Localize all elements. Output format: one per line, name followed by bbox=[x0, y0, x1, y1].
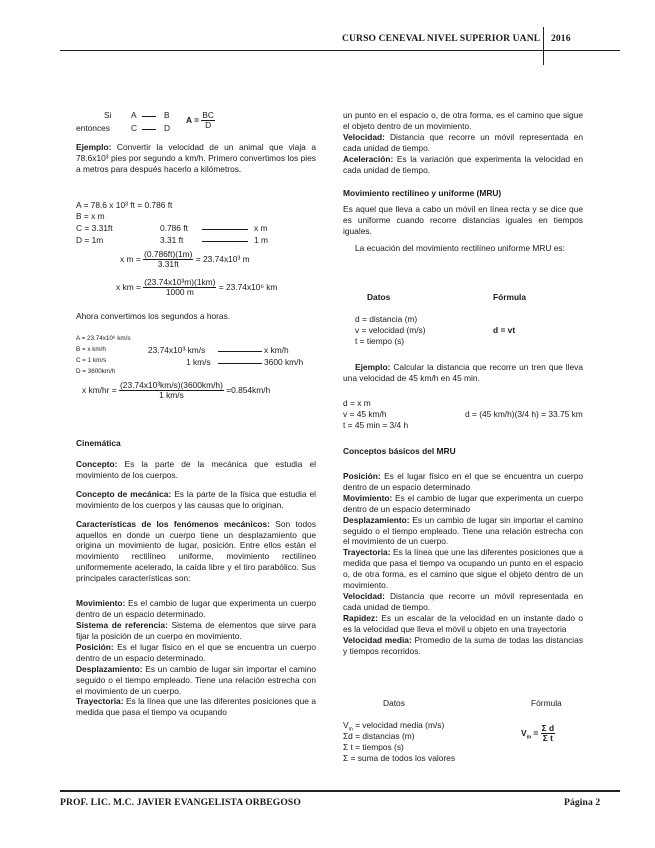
mru-table bbox=[343, 292, 583, 352]
header-year: 2016 bbox=[551, 33, 571, 44]
vm-symbol: V bbox=[521, 727, 527, 738]
calc1-xkm-denominator: 1000 m bbox=[165, 286, 194, 297]
calc2-a: A = 23.74x10⁶ km/s bbox=[76, 335, 131, 342]
movimiento-label: Movimiento: bbox=[76, 598, 126, 609]
movimiento-text: Es el cambio de lugar que experimenta un cuerpo dentro de un espacio determinado. bbox=[76, 598, 316, 620]
aceleracion-label: Aceleración: bbox=[343, 153, 394, 164]
trayectoria-def-r bbox=[343, 547, 583, 591]
conversion-calc-2 bbox=[76, 335, 326, 407]
rule-of-three bbox=[76, 110, 236, 136]
calc2-equation bbox=[82, 381, 270, 400]
calc2-c: C = 1 km/s bbox=[76, 357, 107, 364]
aceleracion-text: Es la variación que experimenta la velocidad en cada unidad de tiempo. bbox=[343, 153, 583, 175]
calc2-arrow-1 bbox=[218, 351, 262, 352]
mru-ecuacion: La ecuación del movimiento rectilíneo uniforme MRU es: bbox=[355, 243, 565, 254]
desplazamiento-def-r bbox=[343, 515, 583, 548]
right-column-concepts bbox=[343, 446, 583, 657]
velocidad-label-r2: Velocidad: bbox=[343, 591, 385, 602]
rule-formula bbox=[186, 111, 215, 130]
mru-text: Es aquel que lleva a cabo un móvil en línea recta y se dice que es uniforme cuando recorre distancias iguales en tiempos iguales. bbox=[343, 204, 583, 237]
calc2-arrow-2 bbox=[218, 363, 262, 364]
mru-formula-header: Fórmula bbox=[493, 292, 527, 302]
header-rule bbox=[60, 50, 620, 51]
ejemplo-2-label: Ejemplo: bbox=[355, 362, 391, 372]
caracteristicas bbox=[76, 519, 316, 585]
mru-heading: Movimiento rectilíneo y uniforme (MRU) bbox=[343, 187, 502, 198]
vmedia-def bbox=[343, 635, 583, 657]
calc1-xm-denominator: 3.31ft bbox=[157, 258, 179, 269]
rapidez-text: Es un escalar de la velocidad en un instante dado o es la velocidad que lleva el móvil u objeto en una trayectoria bbox=[343, 612, 584, 634]
calc1-line-3a: C = 3.31ft bbox=[76, 223, 113, 233]
calc1-line-4c: 1 m bbox=[254, 235, 268, 245]
velocidad-def-r2 bbox=[343, 591, 583, 613]
ejemplo-1-label: Ejemplo: bbox=[76, 142, 112, 152]
concepto-mecanica bbox=[76, 489, 316, 511]
rule-numerator: BC bbox=[202, 110, 214, 120]
right-column bbox=[343, 110, 583, 254]
header-vertical-divider bbox=[543, 27, 544, 65]
left-column bbox=[76, 142, 316, 175]
footer-author: PROF. LIC. M.C. JAVIER EVANGELISTA ORBEGOSO bbox=[60, 797, 301, 808]
calc1-line-2: B = x m bbox=[76, 211, 105, 221]
sistema-def bbox=[76, 620, 316, 642]
trayectoria-text: Es la línea que une las diferentes posiciones que a medida que pasa el tiempo va ocupando bbox=[76, 696, 317, 718]
posicion-def-r bbox=[343, 471, 583, 493]
calc1-line-1: A = 78.6 x 10³ ft = 0.786 ft bbox=[76, 200, 173, 210]
ahora-text: Ahora convertimos los segundos a horas. bbox=[76, 311, 231, 321]
caracteristicas-label: Características de los fenómenos mecánicos: bbox=[76, 518, 270, 529]
posicion-text-r: Es el lugar físico en el que se encuentra un cuerpo dentro de un espacio determinado bbox=[343, 470, 584, 492]
ejemplo-1 bbox=[76, 142, 316, 175]
velocidad-text-r2: Distancia que recorre un móvil representada en cada unidad de tiempo. bbox=[343, 591, 583, 612]
posicion-def bbox=[76, 642, 316, 664]
sistema-text: Sistema de elementos que sirve para fijar la posición de un cuerpo en movimiento. bbox=[76, 619, 317, 641]
vmedia-table bbox=[343, 698, 603, 770]
calc1-line-3c: x m bbox=[254, 223, 268, 233]
ejemplo-1-text: Convertir la velocidad de un animal que viaja a 78.6x10³ pies por segundo a km/h. Primero convertimos los pies a metros para después hacerlo a kilómetros. bbox=[76, 142, 316, 174]
left-column-theory bbox=[76, 438, 316, 718]
calc1-xkm-lhs: x km = bbox=[116, 281, 141, 292]
calc2-m2b: 3600 km/h bbox=[264, 357, 304, 367]
movimiento-def-r bbox=[343, 493, 583, 515]
footer-rule bbox=[60, 790, 620, 792]
vmedia-formula bbox=[521, 724, 555, 743]
sum-def: Σ = suma de todos los valores bbox=[343, 753, 456, 763]
vm-numerator: Σ d bbox=[541, 723, 555, 733]
vmedia-datos-header: Datos bbox=[383, 698, 405, 708]
calc1-line-4a: D = 1m bbox=[76, 235, 104, 245]
calc1-xm-lhs: x m = bbox=[120, 253, 141, 264]
rule-b: B bbox=[164, 110, 170, 120]
calc3-line-2: v = 45 km/h bbox=[343, 409, 387, 419]
calc3-line-2b: d = (45 km/h)(3/4 h) = 33.75 km bbox=[465, 409, 583, 419]
vm-def-text: = velocidad media (m/s) bbox=[355, 720, 445, 730]
calc1-xkm-numerator: (23.74x10³m)(1km) bbox=[144, 277, 216, 287]
concepto bbox=[76, 459, 316, 481]
calc1-arrow-1 bbox=[202, 229, 248, 230]
concepto-mecanica-text: Es la parte de la física que estudia el movimiento de los cuerpos y las causas que lo originan. bbox=[76, 488, 317, 510]
conceptos-heading: Conceptos básicos del MRU bbox=[343, 446, 456, 456]
header-title: CURSO CENEVAL NIVEL SUPERIOR UANL bbox=[342, 33, 541, 44]
rule-c: C bbox=[131, 123, 138, 133]
calc1-xm-result: = 23.74x10³ m bbox=[195, 253, 250, 264]
rule-lhs: A = bbox=[186, 114, 199, 125]
calc1-line-3b: 0.786 ft bbox=[160, 223, 188, 233]
vmedia-text: Promedio de la suma de todas las distancias y tiempos recorridos. bbox=[343, 634, 584, 656]
desplazamiento-label: Desplazamiento: bbox=[76, 663, 143, 674]
trayectoria-label-r: Trayectoria: bbox=[343, 547, 391, 558]
mru-v-def: v = velocidad (m/s) bbox=[355, 325, 426, 335]
calc2-result: =0.854km/h bbox=[226, 384, 271, 395]
caracteristicas-text: Son todos aquellos en donde un cuerpo tiene un desplazamiento que origina un movimiento de lugar, posición. Entre ellos están el movimiento rectilíneo uniforme, movimiento rectilíneo uniformemente acelerado, la caída libre y el tiro parabólico. Sus principales características son: bbox=[76, 518, 317, 584]
movimiento-def bbox=[76, 598, 316, 620]
trayectoria-cont: un punto en el espacio o, de otra forma, es el camino que sigue el objeto dentro de un movimiento. bbox=[343, 110, 583, 131]
rule-si: Si bbox=[104, 110, 112, 120]
mru-d-def: d = distancia (m) bbox=[355, 314, 418, 324]
posicion-label: Posición: bbox=[76, 641, 114, 652]
rapidez-def bbox=[343, 613, 583, 635]
trayectoria-label: Trayectoria: bbox=[76, 696, 124, 707]
vm-denominator: Σ t bbox=[542, 732, 553, 743]
calc1-line-4b: 3.31 ft bbox=[160, 235, 184, 245]
rule-d: D bbox=[164, 123, 171, 133]
mru-formula: d = vt bbox=[493, 325, 516, 335]
rule-dash-2 bbox=[142, 129, 156, 130]
vm-def: $V_m$ = velocidad media (m/s) bbox=[343, 720, 445, 733]
velocidad-text-r: Distancia que recorre un móvil representada en cada unidad de tiempo. bbox=[343, 131, 583, 153]
movimiento-text-r: Es el cambio de lugar que experimenta un cuerpo dentro de un espacio determinado bbox=[343, 492, 583, 514]
calc2-d: D = 3600km/h bbox=[76, 368, 116, 375]
concepto-text: Es la parte de la mecánica que estudia el movimiento de los cuerpos. bbox=[76, 458, 317, 480]
calc2-m1b: x km/h bbox=[264, 345, 289, 355]
footer-page: Página 2 bbox=[564, 797, 601, 808]
conversion-calc-1 bbox=[76, 200, 321, 308]
posicion-label-r: Posición: bbox=[343, 470, 381, 481]
vmedia-formula-header: Fórmula bbox=[531, 698, 562, 708]
calc2-m1a: 23.74x10³ km/s bbox=[148, 345, 206, 355]
calc-3 bbox=[343, 398, 603, 436]
rule-denominator: D bbox=[205, 119, 212, 130]
sistema-label: Sistema de referencia: bbox=[76, 619, 168, 630]
calc1-xm-equation bbox=[120, 250, 250, 269]
posicion-text: Es el lugar físico en el que se encuentra un cuerpo dentro de un espacio determinado. bbox=[76, 641, 317, 663]
calc1-arrow-2 bbox=[202, 241, 248, 242]
velocidad-label-r: Velocidad: bbox=[343, 131, 385, 142]
vm-equals: = bbox=[533, 727, 539, 738]
calc3-line-1: d = x m bbox=[343, 398, 371, 408]
concepto-label: Concepto: bbox=[76, 458, 118, 469]
calc2-denominator: 1 km/s bbox=[159, 389, 184, 400]
ejemplo-2 bbox=[343, 362, 583, 384]
vmedia-label: Velocidad media: bbox=[343, 634, 412, 645]
desplazamiento-text-r: Es un cambio de lugar sin importar el camino seguido o el tiempo empleado. Tiene una relación estrecha con el movimiento de un cuerpo. bbox=[343, 514, 584, 547]
desplazamiento-text: Es un cambio de lugar sin importar el camino seguido o el tiempo empleado. Tiene una relación estrecha con el movimiento de un cuerpo. bbox=[76, 663, 317, 696]
desplazamiento-label-r: Desplazamiento: bbox=[343, 514, 410, 525]
trayectoria-text-r: Es la línea que une las diferentes posiciones que a medida que pasa el tiempo va ocupando un punto en el espacio o, de otra forma, es el camino que sigue el objeto dentro de un movimiento. bbox=[343, 547, 584, 591]
rule-dash-1 bbox=[142, 116, 156, 117]
calc1-xkm-result: = 23.74x10⁶ km bbox=[218, 281, 278, 292]
st-def: Σ t = tiempos (s) bbox=[343, 742, 404, 752]
calc1-xkm-equation bbox=[116, 278, 277, 297]
cinematica-heading: Cinemática bbox=[76, 438, 121, 448]
ejemplo-2-block bbox=[343, 362, 583, 384]
velocidad-def-r bbox=[343, 132, 583, 154]
calc1-xm-numerator: (0.786ft)(1m) bbox=[144, 249, 193, 259]
movimiento-label-r: Movimiento: bbox=[343, 492, 393, 503]
calc2-m2a: 1 km/s bbox=[186, 357, 211, 367]
calc3-line-3: t = 45 min = 3/4 h bbox=[343, 420, 409, 430]
ejemplo-2-text: Calcular la distancia que recorre un tren que lleva una velocidad de 45 km/h en 45 min. bbox=[343, 362, 584, 383]
rule-entonces: entonces bbox=[76, 123, 110, 133]
trayectoria-def bbox=[76, 696, 316, 718]
concepto-mecanica-label: Concepto de mecánica: bbox=[76, 488, 172, 499]
calc2-b: B = x km/h bbox=[76, 346, 106, 353]
rule-a: A bbox=[131, 110, 137, 120]
desplazamiento-def bbox=[76, 664, 316, 697]
vm-symbol-sub: m bbox=[526, 734, 532, 741]
sd-def: Σd = distancias (m) bbox=[343, 731, 415, 741]
calc2-lhs: x km/hr = bbox=[82, 384, 117, 395]
rapidez-label: Rapidez: bbox=[343, 612, 378, 623]
vm-def-sub: m bbox=[348, 726, 353, 733]
aceleracion-def bbox=[343, 154, 583, 176]
mru-t-def: t = tiempo (s) bbox=[355, 336, 405, 346]
calc2-numerator: (23.74x10³km/s)(3600km/h) bbox=[120, 380, 223, 390]
mru-datos-header: Datos bbox=[367, 292, 391, 302]
